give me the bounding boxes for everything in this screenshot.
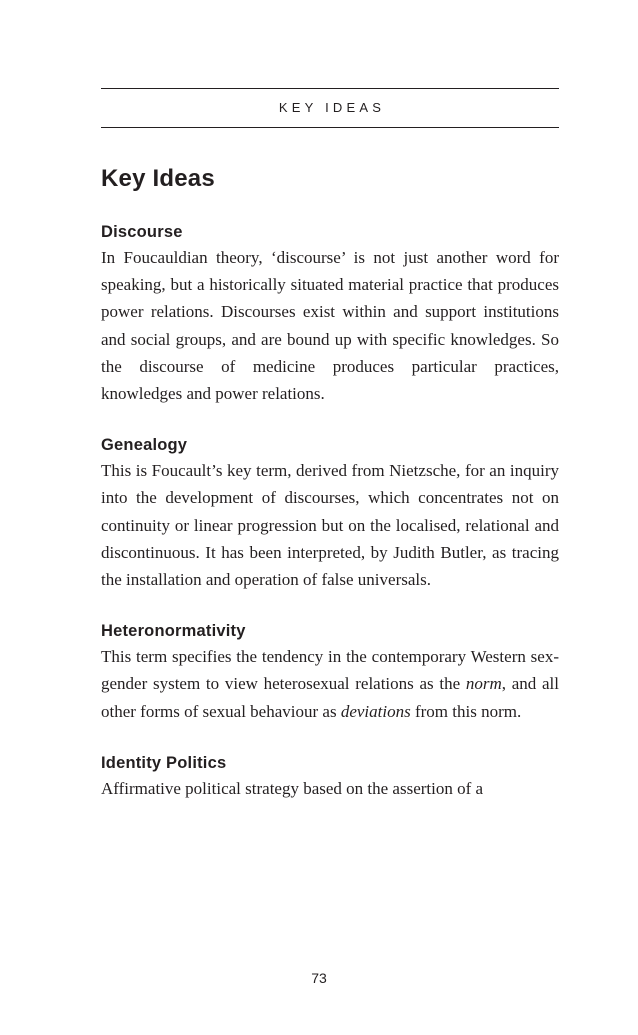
entry-definition (101, 643, 559, 725)
page-number: 73 (311, 970, 327, 986)
running-head-text: KEY IDEAS (278, 100, 386, 115)
entry-definition: Affirmative political strategy based on the assertion of a (101, 778, 484, 798)
entry-genealogy (101, 433, 559, 593)
emphasis-norm: norm (465, 674, 502, 694)
emphasis-deviations: deviations (340, 701, 411, 721)
definition-text: This term specifies the tendency in the contemporary Western sex-gender system to view heterosexual relations as the (101, 647, 559, 694)
page-title: Key Ideas (101, 165, 215, 192)
entry-heteronormativity (101, 619, 559, 725)
entry-term: Heteronormativity (101, 622, 246, 641)
page-body (101, 160, 559, 828)
entry-definition: In Foucauldian theory, ‘discourse’ is not just another word for speaking, but a historically situated material practice that produces power relations. Discourses exist within and support institutions and social groups, and are bound up with specific knowledges. So the discourse of medicine produces particular practices, knowledges and power relations. (101, 248, 559, 404)
entry-term: Discourse (101, 223, 183, 241)
entry-term: Genealogy (101, 436, 188, 455)
definition-text: from this norm. (410, 701, 522, 721)
definition-text: , and all other forms of sexual behaviour as (101, 674, 559, 721)
entry-identity-politics (101, 751, 559, 802)
running-head (101, 88, 559, 128)
entry-discourse (101, 220, 559, 407)
entry-definition: This is Foucault’s key term, derived from Nietzsche, for an inquiry into the development of discourses, which concentrates not on continuity or linear progression but on the localised, relational and discontinuous. It has been interpreted, by Judith Butler, as tracing the installation and operation of false universals. (101, 461, 559, 590)
entry-term: Identity Politics (101, 753, 227, 772)
